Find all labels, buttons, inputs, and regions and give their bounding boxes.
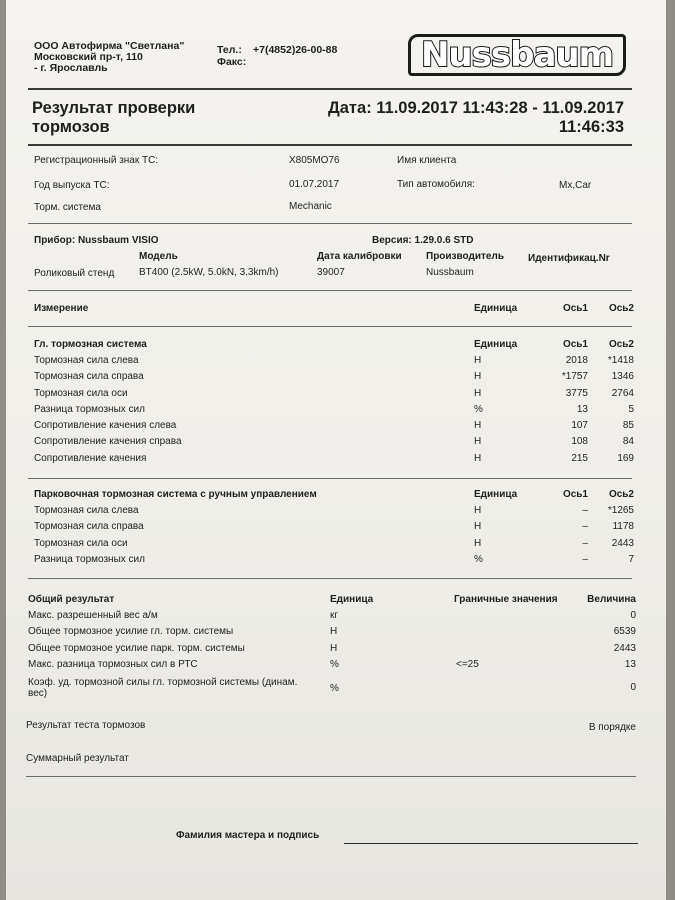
company-name: ООО Автофирма "Светлана" [34, 40, 185, 52]
row-name: Разница тормозных сил [34, 403, 145, 415]
main-brake-rule [28, 478, 632, 479]
summary-rule [26, 776, 636, 777]
row-name: Макс. разница тормозных сил в РТС [28, 658, 198, 670]
row-unit: % [330, 658, 339, 670]
device-row-model: BT400 (2.5kW, 5.0kN, 3.3km/h) [139, 267, 279, 278]
device-col-maker: Производитель [426, 251, 504, 262]
test-result-label: Результат теста тормозов [26, 720, 146, 731]
row-axle2: *1265 [607, 504, 634, 516]
overall-table [28, 591, 636, 672]
row-unit: Н [474, 537, 482, 549]
row-unit: кг [330, 609, 339, 621]
device-rule [28, 290, 632, 291]
report-date-line2: 11:46:33 [558, 118, 624, 136]
row-axle2: 169 [617, 452, 634, 464]
row-name: Тормозная сила слева [34, 504, 139, 516]
phone-value: +7(4852)26-00-88 [253, 44, 338, 56]
row-unit: Н [474, 521, 482, 533]
vehicle-rule [28, 223, 632, 224]
table-row [28, 656, 636, 672]
row-axle2: 1178 [612, 521, 634, 533]
park-brake-axle1-header: Ось1 [562, 488, 588, 500]
device-col-calibration: Дата калибровки [317, 251, 402, 262]
table-row [34, 369, 634, 385]
row-name: Макс. разрешенный вес а/м [28, 609, 158, 621]
type-label: Тип автомобиля: [397, 179, 475, 190]
row-axle2: 85 [622, 420, 634, 432]
row-unit: Н [330, 642, 338, 654]
measure-axle1: Ось1 [562, 303, 588, 314]
park-brake-header [34, 486, 634, 502]
park-brake-unit-header: Единица [474, 488, 518, 500]
row-name: Разница тормозных сил [34, 553, 145, 565]
device-col-model: Модель [139, 251, 178, 262]
table-row [28, 607, 636, 623]
row-limit: <=25 [456, 658, 479, 670]
header-rule [28, 88, 632, 90]
coef-line1: Коэф. уд. тормозной силы гл. тормозной системы (динам. [28, 677, 298, 688]
company-city: - г. Ярославль [34, 62, 108, 74]
row-unit: % [474, 403, 483, 415]
table-row [34, 519, 634, 535]
row-axle2: *1418 [607, 354, 634, 366]
reg-value: Х805МО76 [289, 155, 340, 166]
row-axle1: 108 [571, 436, 588, 448]
row-value: 13 [624, 658, 636, 670]
overall-limits-header: Граничные значения [454, 593, 558, 605]
table-row [34, 385, 634, 401]
row-name: Тормозная сила оси [34, 387, 128, 399]
company-street: Московский пр-т, 110 [34, 51, 143, 63]
measure-label: Измерение [34, 303, 89, 314]
client-label: Имя клиента [397, 155, 457, 166]
table-row [34, 502, 634, 518]
row-unit: Н [474, 452, 482, 464]
row-name: Общее тормозное усилие парк. торм. системы [28, 642, 245, 654]
row-unit: Н [474, 436, 482, 448]
row-axle2: 2443 [611, 537, 634, 549]
row-value: 2443 [613, 642, 636, 654]
year-value: 01.07.2017 [289, 179, 340, 190]
row-name: Тормозная сила справа [34, 371, 144, 383]
report-date-line1: Дата: 11.09.2017 11:43:28 - 11.09.2017 [328, 99, 624, 117]
table-row [34, 551, 634, 567]
coef-line2: вес) [28, 688, 48, 699]
park-brake-rule [28, 578, 632, 579]
row-value: 6539 [613, 626, 636, 638]
park-brake-title: Парковочная тормозная система с ручным управлением [34, 488, 317, 500]
overall-unit-header: Единица [330, 593, 374, 605]
row-unit: Н [330, 626, 338, 638]
coef-unit: % [330, 683, 339, 694]
row-axle1: 13 [576, 403, 588, 415]
main-brake-axle2-header: Ось2 [608, 338, 634, 350]
table-row [34, 434, 634, 450]
row-name: Тормозная сила оси [34, 537, 128, 549]
row-value: 0 [630, 609, 636, 621]
row-axle2: 2764 [611, 387, 634, 399]
measure-unit: Единица [474, 303, 518, 314]
report-title-line2: тормозов [32, 118, 110, 136]
park-brake-table [34, 486, 634, 567]
signature-label: Фамилия мастера и подпись [176, 830, 320, 841]
row-axle2: 5 [628, 403, 634, 415]
device-row-calibration: 39007 [317, 267, 345, 278]
row-axle2: 7 [628, 553, 634, 565]
measure-axle2: Ось2 [608, 303, 634, 314]
summary-label: Суммарный результат [26, 753, 129, 764]
row-unit: Н [474, 504, 482, 516]
row-axle1: 215 [571, 452, 588, 464]
title-rule [28, 144, 632, 146]
reg-label: Регистрационный знак ТС: [34, 155, 159, 166]
row-limit [454, 624, 578, 640]
brake-system-label: Торм. система [34, 202, 101, 213]
row-unit: Н [474, 420, 482, 432]
park-brake-axle2-header: Ось2 [608, 488, 634, 500]
test-result-value: В порядке [588, 722, 636, 733]
table-row [28, 640, 636, 656]
nussbaum-logo: Nussbaum [408, 34, 626, 76]
measure-rule [28, 326, 632, 327]
main-brake-unit-header: Единица [474, 338, 518, 350]
device-row-name: Роликовый стенд [34, 268, 115, 279]
row-axle1: – [582, 521, 588, 533]
row-name: Сопротивление качения слева [34, 420, 177, 432]
row-limit [454, 607, 578, 623]
table-row [34, 450, 634, 466]
table-row [34, 535, 634, 551]
overall-value-header: Величина [587, 593, 636, 605]
report-title-line1: Результат проверки [32, 99, 196, 117]
row-unit: Н [474, 371, 482, 383]
row-unit: Н [474, 354, 482, 366]
row-name: Тормозная сила справа [34, 521, 144, 533]
row-axle1: 3775 [565, 387, 588, 399]
table-row [34, 401, 634, 417]
signature-line [344, 843, 638, 844]
row-axle2: 84 [622, 436, 634, 448]
brake-system-value: Mechanic [289, 201, 332, 212]
row-name: Общее тормозное усилие гл. торм. системы [28, 626, 234, 638]
main-brake-axle1-header: Ось1 [562, 338, 588, 350]
overall-header [28, 591, 636, 607]
coef-value: 0 [630, 682, 636, 693]
table-row [34, 352, 634, 368]
year-label: Год выпуска ТС: [34, 180, 110, 191]
fax-label: Факс: [217, 56, 247, 68]
main-brake-title: Гл. тормозная система [34, 338, 147, 350]
row-axle1: 2018 [565, 354, 588, 366]
row-axle1: – [582, 553, 588, 565]
row-limit [454, 640, 578, 656]
row-name: Тормозная сила слева [34, 354, 139, 366]
report-sheet [6, 0, 666, 900]
device-col-ident: Идентификац.Nr [528, 253, 610, 264]
row-name: Сопротивление качения [34, 452, 147, 464]
device-version: Версия: 1.29.0.6 STD [372, 235, 474, 246]
overall-title: Общий результат [28, 593, 115, 605]
table-row [28, 624, 636, 640]
row-name: Сопротивление качения справа [34, 436, 182, 448]
row-axle1: 107 [571, 420, 588, 432]
row-axle1: – [582, 537, 588, 549]
type-value: Mx,Car [559, 180, 592, 191]
row-unit: % [474, 553, 483, 565]
row-unit: Н [474, 387, 482, 399]
row-axle1: – [582, 504, 588, 516]
main-brake-table [34, 336, 634, 466]
device-row-maker: Nussbaum [426, 267, 474, 278]
device-label: Прибор: Nussbaum VISIO [34, 235, 159, 246]
row-axle2: 1346 [611, 371, 634, 383]
table-row [34, 417, 634, 433]
row-axle1: *1757 [561, 371, 588, 383]
phone-label: Тел.: [217, 44, 242, 56]
main-brake-header [34, 336, 634, 352]
